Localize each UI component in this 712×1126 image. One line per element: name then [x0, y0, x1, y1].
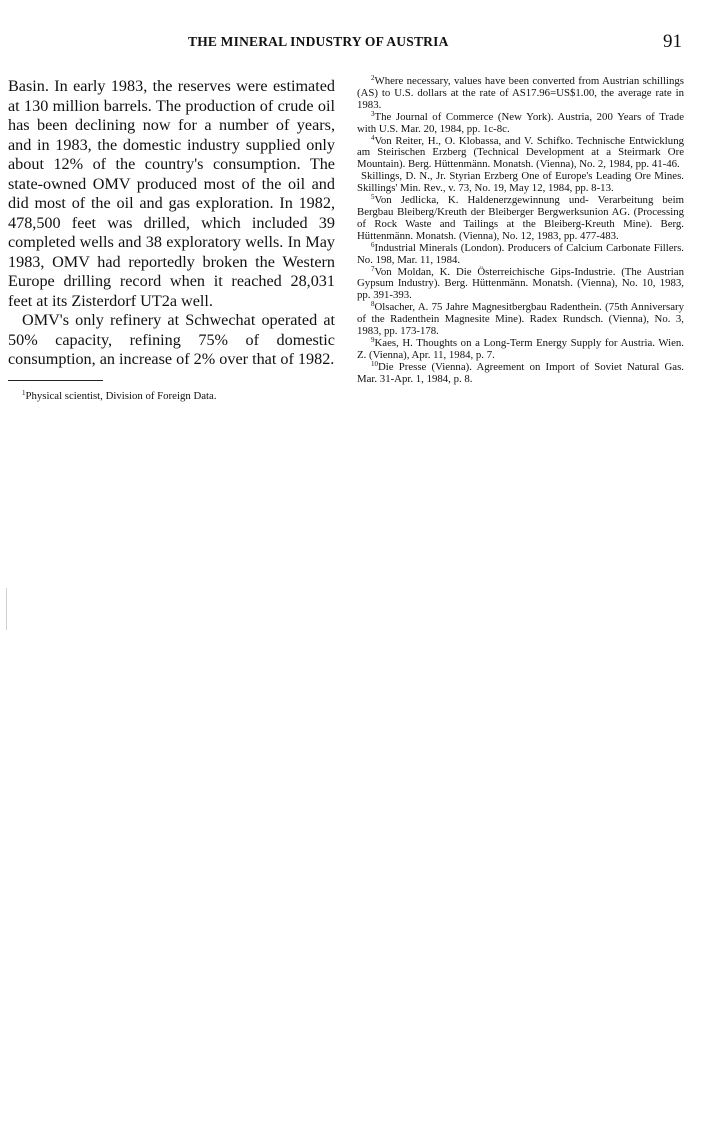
footnote [357, 240, 684, 267]
footnote [357, 76, 684, 112]
footnote-number: 10 [371, 359, 378, 368]
footnote [22, 390, 335, 403]
scan-margin-mark [6, 588, 7, 630]
footnote-number: 8 [371, 300, 375, 309]
body-text [8, 77, 335, 370]
footnote [357, 133, 684, 172]
body-paragraph: Basin. In early 1983, the reserves were estimated at 130 million barrels. The production of crude oil has been declining now for a number of years, and in 1983, the domestic industry supplied only about 12% of the country's consumption. The state-owned OMV produced most of the oil and did most of the oil and gas exploration. In 1982, 478,500 feet was drilled, which included 39 completed wells and 38 exploratory wells. In May 1983, OMV had reportedly broken the Western Europe drilling record when it reached 28,031 feet at its Zisterdorf UT2a well. [8, 77, 335, 310]
footnote-text: Von Moldan, K. Die Österreichische Gips-Industrie. (The Austrian Gypsum Industry). Berg. Hüttenmänn. Monatsh. (Vienna), No. 10, 1983, pp. 391-393. [357, 265, 684, 302]
footnote-text: Physical scientist, Division of Foreign Data. [25, 389, 217, 402]
footnote-number: 1 [22, 388, 26, 397]
footnote-number: 6 [371, 240, 375, 249]
footnote-number: 2 [371, 74, 375, 82]
footnote-number: 4 [371, 133, 375, 142]
footnote-text: Die Presse (Vienna). Agreement on Import of Soviet Natural Gas. Mar. 31-Apr. 1, 1984, p. 8. [357, 360, 684, 385]
footnote [357, 335, 684, 362]
footnote-text: Where necessary, values have been converted from Austrian schillings (AS) to U.S. dollars at the rate of AS17.96=US$1.00, the average rate in 1983. [357, 75, 684, 111]
footnote [357, 195, 684, 243]
footnote-number: 7 [371, 264, 375, 273]
footnote-text: Von Reiter, H., O. Klobassa, and V. Schifko. Technische Entwicklung am Steirischen Erzberg (Technical Development at a Steirmark Ore Mountain). Berg. Hüttenmänn. Monatsh. (Vienna), No. 2, 1984, pp. 41-46. [357, 134, 684, 171]
left-column [8, 77, 335, 403]
footnote-text: Olsacher, A. 75 Jahre Magnesitbergbau Radenthein. (75th Anniversary of the Radenthein Magnesite Mine). Radex Rundsch. (Vienna), No. 3, 1983, pp. 173-178. [357, 301, 684, 338]
footnote [357, 264, 684, 303]
running-head: THE MINERAL INDUSTRY OF AUSTRIA [188, 34, 449, 49]
footnote [357, 359, 684, 386]
footnote-number: 9 [371, 335, 375, 344]
footnote-text: Skillings, D. N., Jr. Styrian Erzberg One of Europe's Leading Ore Mines. Skillings' Min. Rev., v. 73, No. 19, May 12, 1984, pp. 8-13. [357, 170, 684, 195]
footnote-text: The Journal of Commerce (New York). Austria, 200 Years of Trade with U.S. Mar. 20, 1984, pp. 1c-8c. [357, 110, 684, 135]
footnote-text: Kaes, H. Thoughts on a Long-Term Energy Supply for Austria. Wien. Z. (Vienna), Apr. 11, 1984, p. 7. [357, 336, 684, 361]
footnote-divider [8, 380, 103, 381]
body-paragraph: OMV's only refinery at Schwechat operated at 50% capacity, refining 75% of domestic consumption, an increase of 2% over that of 1982. [8, 311, 335, 368]
footnote [357, 171, 684, 195]
right-column-notes [357, 76, 684, 386]
footnote-number: 3 [371, 109, 375, 118]
footnote-text: Von Jedlicka, K. Haldenerzgewinnung und- Verarbeitung beim Bergbau Bleiberg/Kreuth der Bleiberger Bergwerksunion AG. (Processing of Rock Waste and Tailings at the Bleiberg-Kreuth Mine). Berg. Hüttenmänn. Monatsh. (Vienna), No. 12, 1983, pp. 477-483. [357, 194, 684, 242]
footnote [357, 302, 684, 338]
footnote-number: 5 [371, 193, 375, 202]
footnote [357, 109, 684, 136]
page-number: 91 [663, 31, 682, 52]
footnote-text: Industrial Minerals (London). Producers of Calcium Carbonate Fillers. No. 198, Mar. 11, 1984. [357, 241, 684, 266]
